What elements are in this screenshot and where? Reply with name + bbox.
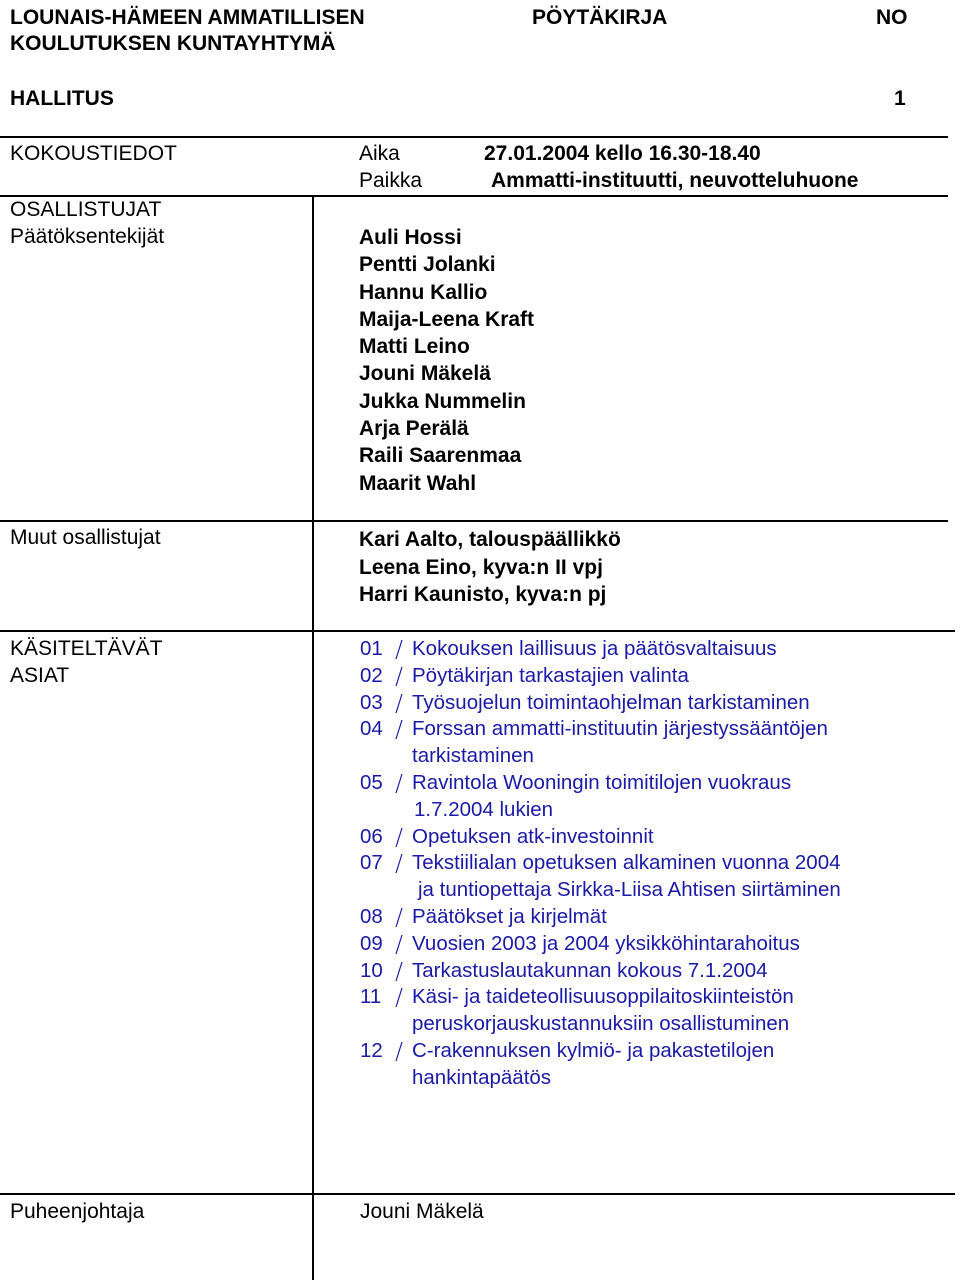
agenda-item-title-continued: peruskorjauskustannuksiin osallistuminen [412,1012,790,1036]
agenda-item-title-continued: 1.7.2004 lukien [414,797,554,821]
agenda-item-number: 12 [360,1038,383,1062]
section-sign [386,850,412,874]
agenda-item-number: 01 [360,637,383,660]
participants-section-label: OSALLISTUJAT [10,198,162,221]
rule-top [0,136,948,138]
other-participants-label: Muut osallistujat [10,526,161,549]
agenda-item-number: 03 [360,690,383,714]
body-name: HALLITUS [10,87,114,110]
section-sign [386,931,412,955]
document-number-label: NO [876,6,908,29]
section-sign [386,690,412,714]
agenda-item [360,904,940,931]
agenda-item [360,824,940,851]
decision-makers-list [359,224,534,497]
agenda-item [360,984,940,1011]
agenda-item-number: 02 [360,663,383,687]
place-value: Ammatti-instituutti, neuvotteluhuone [491,169,859,192]
section-sign [386,636,412,660]
time-label: Aika [359,142,400,165]
other-participant: Harri Kaunisto, kyva:n pj [359,583,607,606]
section-sign [386,824,412,848]
rule-footer [0,1193,955,1195]
page-number: 1 [894,87,906,110]
agenda-list [360,636,940,1092]
agenda-item-title: Käsi- ja taideteollisuusoppilaitoskiinteistön [412,985,794,1009]
agenda-item-title: Kokouksen laillisuus ja päätösvaltaisuus [412,637,777,660]
chair-name: Jouni Mäkelä [360,1200,484,1223]
section-sign [386,663,412,687]
section-sign [386,716,412,740]
agenda-item-title-continued: hankintapäätös [412,1065,552,1089]
agenda-item-number: 11 [360,985,382,1009]
agenda-item-number: 04 [360,717,383,741]
decision-maker: Matti Leino [359,335,470,359]
agenda-label-line1: KÄSITELTÄVÄT [10,637,163,660]
agenda-item-title-continued: tarkistaminen [412,744,534,768]
agenda-item [360,716,940,743]
section-sign-icon [394,853,404,874]
agenda-item [360,663,940,690]
rule-others [0,520,948,522]
decision-maker: Auli Hossi [359,226,462,249]
agenda-item-title: C-rakennuksen kylmiö- ja pakastetilojen [412,1038,775,1062]
decision-maker: Raili Saarenmaa [359,444,522,468]
other-participant: Leena Eino, kyva:n II vpj [359,555,603,579]
agenda-label-line2: ASIAT [10,664,70,687]
agenda-item [360,636,940,663]
section-sign-icon [394,987,404,1008]
agenda-item-title: Päätökset ja kirjelmät [412,904,607,928]
decision-maker: Maija-Leena Kraft [359,307,535,331]
time-value: 27.01.2004 kello 16.30-18.40 [484,142,761,165]
other-participants-list [359,526,621,609]
agenda-item [360,850,940,877]
agenda-item-title-continued: ja tuntiopettaja Sirkka-Liisa Ahtisen siirtäminen [418,878,841,902]
agenda-item [360,958,940,985]
section-sign-icon [394,666,404,687]
place-label: Paikka [359,169,423,192]
section-sign [386,770,412,794]
agenda-item-number: 09 [360,931,383,955]
column-divider [312,195,314,1280]
agenda-item-number: 10 [360,958,383,982]
section-sign-icon [394,907,404,928]
decision-maker: Pentti Jolanki [359,253,496,277]
section-sign [386,984,412,1008]
section-sign [386,958,412,982]
org-name-line1: LOUNAIS-HÄMEEN AMMATILLISEN [10,6,365,29]
section-sign-icon [394,961,404,982]
other-participant: Kari Aalto, talouspäällikkö [359,528,621,551]
section-sign-icon [394,639,404,660]
agenda-item-title: Ravintola Wooningin toimitilojen vuokraus [412,770,792,794]
agenda-item [360,690,940,717]
agenda-item [360,1038,940,1065]
section-sign-icon [394,693,404,714]
rule-agenda [0,630,955,632]
decision-makers-label: Päätöksentekijät [10,225,165,248]
agenda-item-number: 05 [360,770,383,794]
decision-maker: Hannu Kallio [359,280,488,304]
agenda-item-title: Tekstiilialan opetuksen alkaminen vuonna 2004 [412,851,841,875]
decision-maker: Arja Perälä [359,417,469,441]
decision-maker: Jouni Mäkelä [359,362,491,386]
section-sign-icon [394,773,404,794]
agenda-item-title: Tarkastuslautakunnan kokous 7.1.2004 [412,958,768,982]
section-sign [386,904,412,928]
decision-maker: Maarit Wahl [359,471,477,495]
agenda-item-title: Forssan ammatti-instituutin järjestyssääntöjen [412,717,828,741]
agenda-item [360,931,940,958]
agenda-item-number: 08 [360,904,383,928]
agenda-item-title: Työsuojelun toimintaohjelman tarkistaminen [412,690,810,714]
section-sign-icon [394,934,404,955]
org-name-line2: KOULUTUKSEN KUNTAYHTYMÄ [10,32,336,55]
section-sign-icon [394,827,404,848]
agenda-item-number: 07 [360,851,383,875]
decision-maker: Jukka Nummelin [359,389,526,413]
agenda-item-number: 06 [360,824,383,848]
section-sign-icon [394,719,404,740]
agenda-item-title: Opetuksen atk-investoinnit [412,824,654,848]
agenda-item-title: Vuosien 2003 ja 2004 yksikköhintarahoitus [412,931,800,955]
agenda-item-title: Pöytäkirjan tarkastajien valinta [412,663,689,687]
section-sign-icon [394,1041,404,1062]
document-type: PÖYTÄKIRJA [532,6,668,29]
section-sign [386,1038,412,1062]
meeting-section-label: KOKOUSTIEDOT [10,142,177,165]
chair-label: Puheenjohtaja [10,1200,145,1223]
agenda-item [360,770,940,797]
